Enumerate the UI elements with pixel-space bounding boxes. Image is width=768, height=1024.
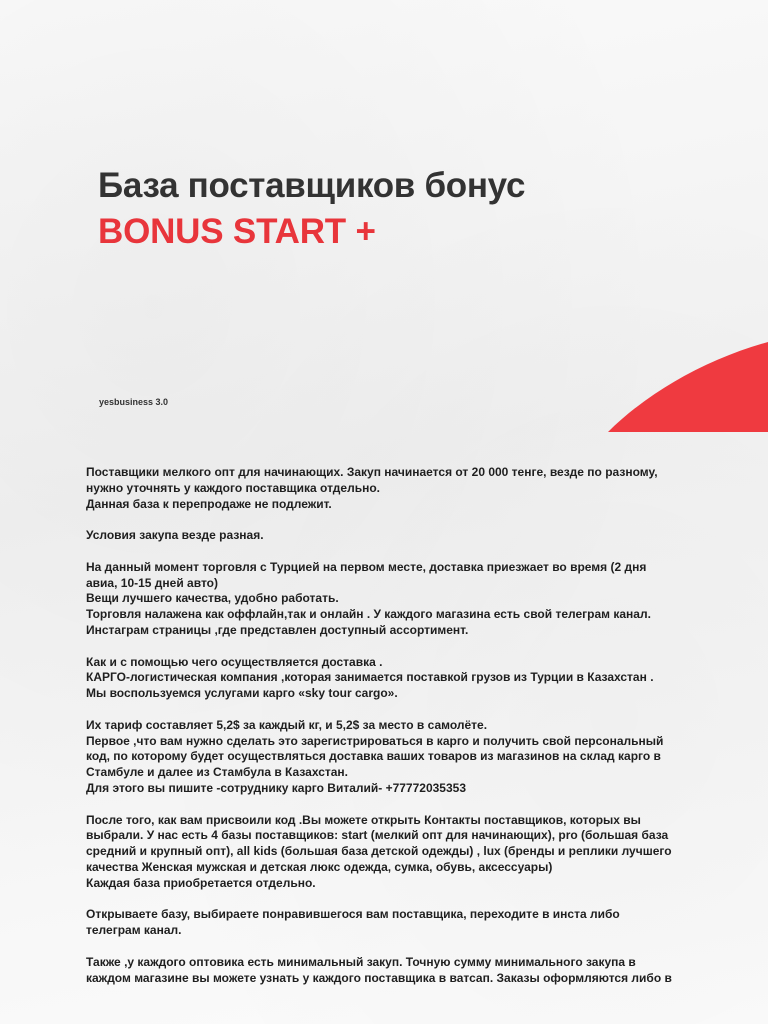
page-title: База поставщиков бонус <box>98 166 526 205</box>
paragraph: Условия закупа везде разная. <box>86 528 264 543</box>
page-subtitle: BONUS START + <box>98 212 376 251</box>
red-arc-decoration <box>600 330 768 432</box>
paragraph: Как и с помощью чего осуществляется доставка . КАРГО-логистическая компания ,которая занимается поставкой грузов из Турции в Казахстан . Мы воспользуемся услугами карго «sky tour cargo». <box>86 654 654 701</box>
cover-section <box>0 0 768 432</box>
brand-label: yesbusiness 3.0 <box>99 397 169 407</box>
paragraph: Поставщики мелкого опт для начинающих. Закуп начинается от 20 000 тенге, везде по разному, нужно уточнять у каждого поставщика отдельно. Данная база к перепродаже не подлежит. <box>86 465 658 511</box>
paragraph: Их тариф составляет 5,2$ за каждый кг, и 5,2$ за место в самолёте. Первое ,что вам нужно сделать это зарегистрироваться в карго и получить свой персональный код, по которому будет осуществляться доставка ваших товаров из магазинов на склад карго в Стамбуле и далее из Стамбула в Казахстан. Для этого вы пишите -сотруднику карго Виталий- +77772035353 <box>86 717 664 795</box>
body-text <box>86 465 706 1002</box>
paragraph: Также ,у каждого оптовика есть минимальный закуп. Точную сумму минимального закупа в каждом магазине вы можете узнать у каждого поставщика в ватсап. Заказы оформляются либо в <box>86 954 672 985</box>
paragraph: На данный момент торговля с Турцией на первом месте, доставка приезжает во время (2 дня авиа, 10-15 дней авто) Вещи лучшего качества, удобно работать. Торговля налажена как оффлайн,так и онлайн . У каждого магазина есть свой телеграм канал. Инстаграм страницы ,где представлен доступный ассортимент. <box>86 559 651 637</box>
paragraph: Открываете базу, выбираете понравившегося вам поставщика, переходите в инста либо телеграм канал. <box>86 907 620 938</box>
paragraph: После того, как вам присвоили код .Вы можете открыть Контакты поставщиков, которых вы выбрали. У нас есть 4 базы поставщиков: start (мелкий опт для начинающих), pro (большая база средний и крупный опт), all kids (большая база детской одежды) , lux (бренды и реплики лучшего качества Женская мужская и детская люкс одежда, сумка, обувь, аксессуары) Каждая база приобретается отдельно. <box>86 812 672 890</box>
